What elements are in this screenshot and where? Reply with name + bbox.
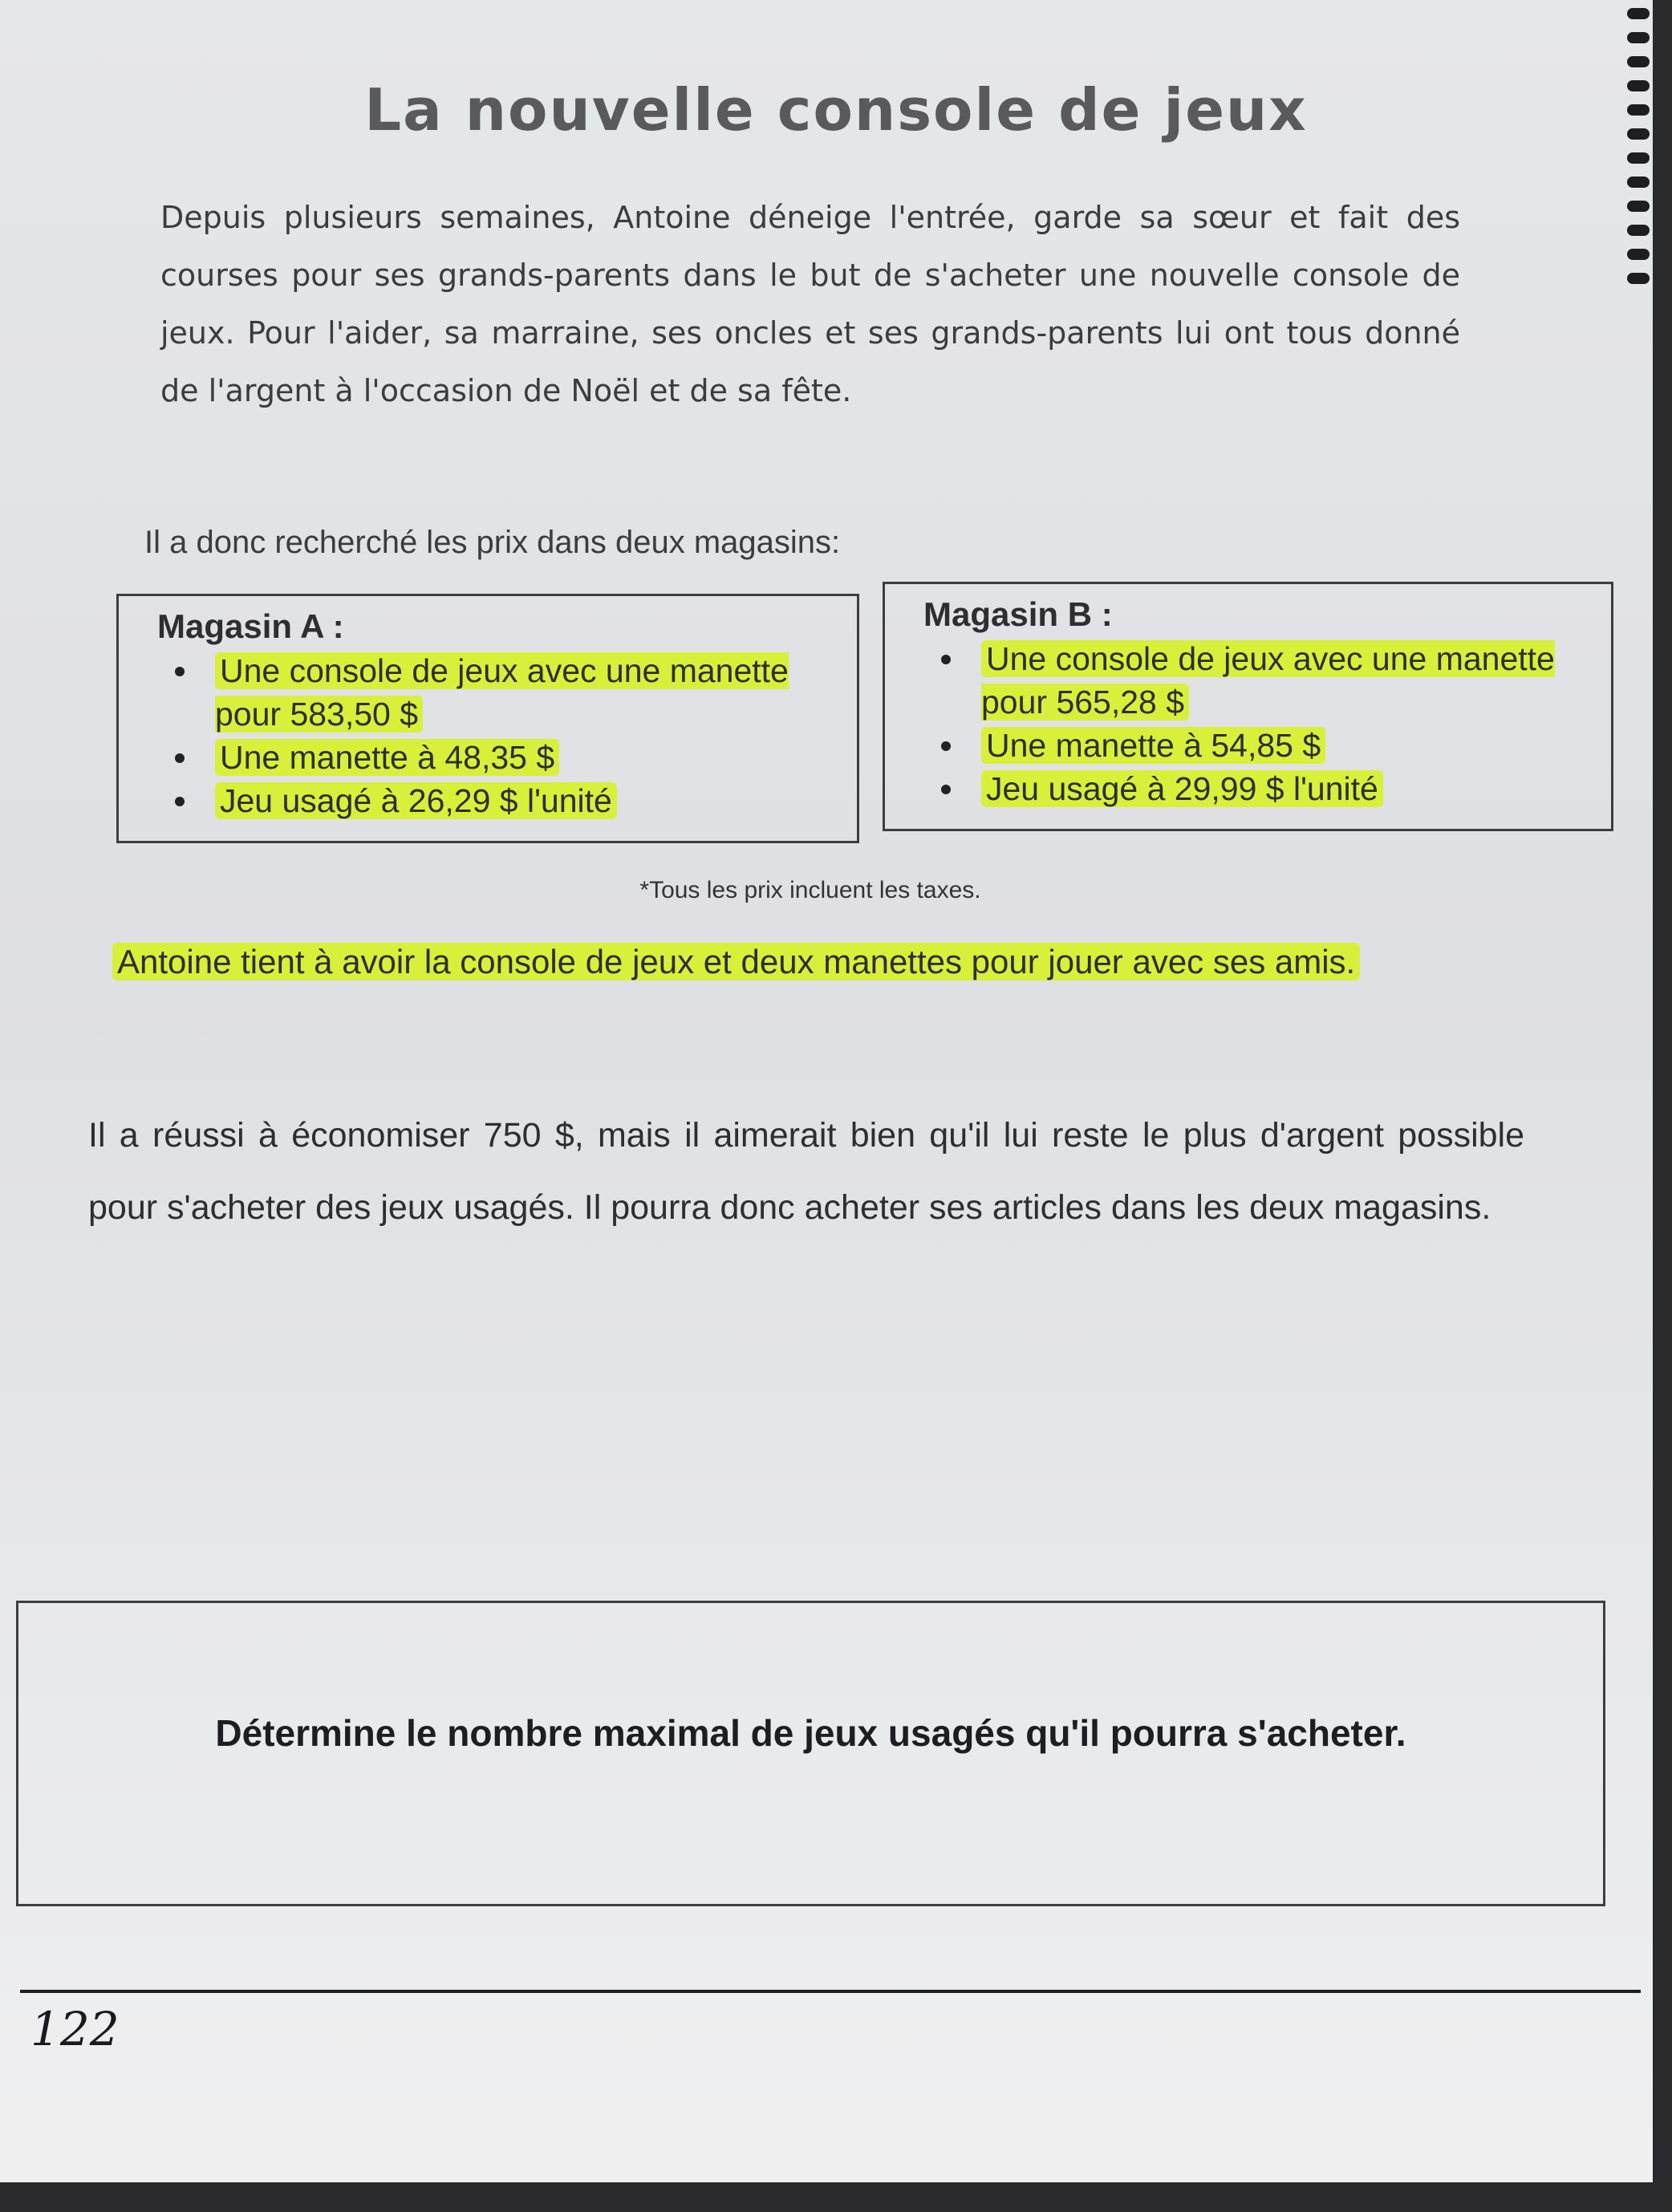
store-b-box bbox=[883, 582, 1613, 831]
list-item: Une console de jeux avec une manette pour 583,50 $ bbox=[143, 649, 841, 736]
spiral-binding bbox=[1625, 0, 1653, 337]
store-b-heading: Magasin B : bbox=[923, 595, 1113, 633]
store-b-list bbox=[909, 637, 1595, 810]
store-a-box bbox=[116, 594, 859, 843]
page-title: La nouvelle console de jeux bbox=[364, 76, 1308, 144]
lead-sentence: Il a donc recherché les prix dans deux magasins: bbox=[144, 525, 841, 560]
requirement-sentence: Antoine tient à avoir la console de jeux et deux manettes pour jouer avec ses amis. bbox=[112, 943, 1360, 981]
store-a-list bbox=[143, 649, 841, 822]
store-a-heading: Magasin A : bbox=[157, 607, 344, 645]
task-question: Détermine le nombre maximal de jeux usagés qu'il pourra s'acheter. bbox=[215, 1712, 1406, 1754]
list-item: Jeu usagé à 29,99 $ l'unité bbox=[909, 767, 1595, 810]
intro-paragraph: Depuis plusieurs semaines, Antoine déneige l'entrée, garde sa sœur et fait des courses pour ses grands-parents dans le but de s'acheter une nouvelle console de jeux. Pour l'aider, sa marraine, ses oncles et ses grands-parents lui ont tous donné de l'argent à l'occasion de Noël et de sa fête. bbox=[160, 200, 1460, 408]
list-item: Une manette à 48,35 $ bbox=[143, 736, 841, 779]
page-number: 122 bbox=[30, 2002, 120, 2056]
list-item: Une manette à 54,85 $ bbox=[909, 724, 1595, 767]
list-item: Jeu usagé à 26,29 $ l'unité bbox=[143, 779, 841, 822]
taxes-note: *Tous les prix incluent les taxes. bbox=[639, 877, 981, 903]
footer-rule bbox=[20, 1990, 1641, 1993]
savings-paragraph: Il a réussi à économiser 750 $, mais il aimerait bien qu'il lui reste le plus d'argent possible pour s'acheter des jeux usagés. Il pourra donc acheter ses articles dans les deux magasins. bbox=[88, 1116, 1524, 1227]
list-item: Une console de jeux avec une manette pour 565,28 $ bbox=[909, 637, 1595, 724]
task-box bbox=[16, 1601, 1605, 1906]
